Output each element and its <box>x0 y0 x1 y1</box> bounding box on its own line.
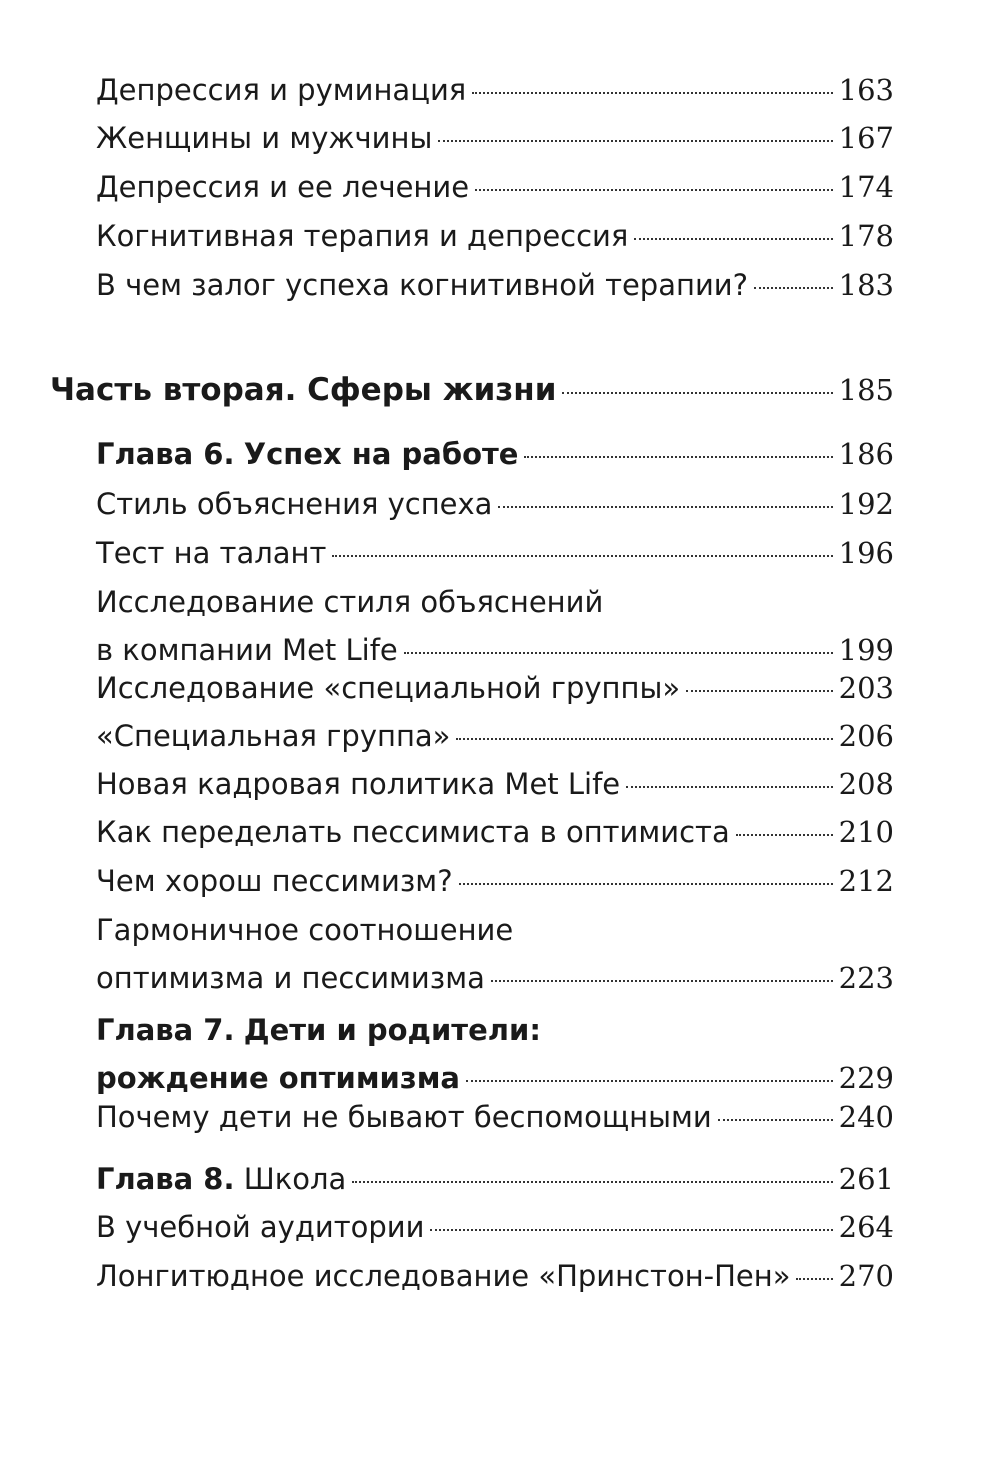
toc-entry-title: Женщины и мужчины <box>96 121 433 155</box>
toc-entry-page: 174 <box>838 170 894 204</box>
toc-entry <box>96 1252 894 1300</box>
toc-entry-page: 212 <box>838 864 894 898</box>
part-heading <box>50 366 894 414</box>
chapter-title-line2: рождение оптимизма <box>96 1061 460 1095</box>
chapter-label: Глава 8. <box>96 1162 235 1196</box>
toc-entry <box>96 261 894 309</box>
dot-leader <box>718 1119 833 1121</box>
toc-entry-page: 210 <box>838 815 894 849</box>
toc-entry-title-line2: в компании Met Life <box>96 633 398 667</box>
dot-leader <box>491 980 833 982</box>
toc-entry-title: Депрессия и руминация <box>96 73 467 107</box>
dot-leader <box>459 883 833 885</box>
toc-entry-title-line1: Гармоничное соотношение <box>96 913 514 947</box>
toc-entry-page: 240 <box>838 1100 894 1134</box>
toc-entry-two-line <box>96 578 894 674</box>
toc-entry-title: Тест на талант <box>96 536 327 570</box>
toc-entry-title: Лонгитюдное исследование «Принстон-Пен» <box>96 1259 791 1293</box>
toc-entry-page: 223 <box>838 961 894 995</box>
chapter-page: 261 <box>838 1162 894 1196</box>
chapter-page: 186 <box>838 437 894 471</box>
dot-leader <box>430 1229 832 1231</box>
toc-entry-title: В чем залог успеха когнитивной терапии? <box>96 268 749 302</box>
chapter-title: Школа <box>243 1162 347 1196</box>
dot-leader <box>475 189 833 191</box>
toc-entry <box>96 760 894 808</box>
chapter-7-heading <box>96 1006 894 1102</box>
toc-entry-page: 178 <box>838 219 894 253</box>
toc-entry-title: В учебной аудитории <box>96 1210 425 1244</box>
toc-entry-page: 208 <box>838 767 894 801</box>
toc-entry-page: 167 <box>838 121 894 155</box>
dot-leader <box>332 555 832 557</box>
toc-entry <box>96 1093 894 1141</box>
toc-entry-title: Стиль объяснения успеха <box>96 487 493 521</box>
dot-leader <box>456 738 832 740</box>
dot-leader <box>352 1181 832 1183</box>
toc-entry-page: 270 <box>838 1259 894 1293</box>
dot-leader <box>626 786 833 788</box>
toc-entry-page: 163 <box>838 73 894 107</box>
toc-entry-title-line2: оптимизма и пессимизма <box>96 961 485 995</box>
toc-entry <box>96 857 894 905</box>
toc-entry-title: «Специальная группа» <box>96 719 451 753</box>
toc-entry <box>96 664 894 712</box>
chapter-label: Глава 6. <box>96 437 235 471</box>
toc-entry-page: 196 <box>838 536 894 570</box>
dot-leader <box>524 456 832 458</box>
toc-entry-page: 264 <box>838 1210 894 1244</box>
toc-entry <box>96 66 894 114</box>
toc-entry <box>96 1203 894 1251</box>
toc-entry <box>96 114 894 162</box>
chapter-6-heading <box>96 430 894 478</box>
chapter-8-heading <box>96 1155 894 1203</box>
toc-entry <box>96 529 894 577</box>
toc-entry <box>96 212 894 260</box>
chapter-page: 229 <box>838 1061 894 1095</box>
dot-leader <box>634 238 832 240</box>
toc-entry-title: Исследование «специальной группы» <box>96 671 681 705</box>
toc-entry-title: Депрессия и ее лечение <box>96 170 470 204</box>
dot-leader <box>736 834 833 836</box>
toc-entry-title: Новая кадровая политика Met Life <box>96 767 621 801</box>
toc-entry-page: 199 <box>838 633 894 667</box>
toc-entry-title: Как переделать пессимиста в оптимиста <box>96 815 730 849</box>
dot-leader <box>796 1278 832 1280</box>
toc-entry-title: Почему дети не бывают беспомощными <box>96 1100 712 1134</box>
part-page: 185 <box>838 373 894 407</box>
toc-entry-title-line1: Исследование стиля объяснений <box>96 585 604 619</box>
toc-entry <box>96 808 894 856</box>
toc-entry <box>96 163 894 211</box>
toc-entry-page: 203 <box>838 671 894 705</box>
dot-leader <box>754 287 833 289</box>
toc-entry-page: 192 <box>838 487 894 521</box>
dot-leader <box>466 1080 833 1082</box>
part-title: Часть вторая. Сферы жизни <box>50 372 557 408</box>
toc-entry-title: Чем хорош пессимизм? <box>96 864 453 898</box>
chapter-label: Глава 7. <box>96 1013 235 1047</box>
toc-entry <box>96 712 894 760</box>
dot-leader <box>498 506 832 508</box>
chapter-title: Успех на работе <box>243 437 519 471</box>
dot-leader <box>438 140 832 142</box>
toc-entry-two-line <box>96 906 894 1002</box>
dot-leader <box>404 652 833 654</box>
toc-entry <box>96 480 894 528</box>
dot-leader <box>686 690 833 692</box>
toc-entry-page: 183 <box>838 268 894 302</box>
dot-leader <box>472 92 832 94</box>
chapter-title-line1: Дети и родители: <box>243 1013 541 1047</box>
toc-entry-page: 206 <box>838 719 894 753</box>
toc-entry-title: Когнитивная терапия и депрессия <box>96 219 629 253</box>
dot-leader <box>562 392 832 394</box>
